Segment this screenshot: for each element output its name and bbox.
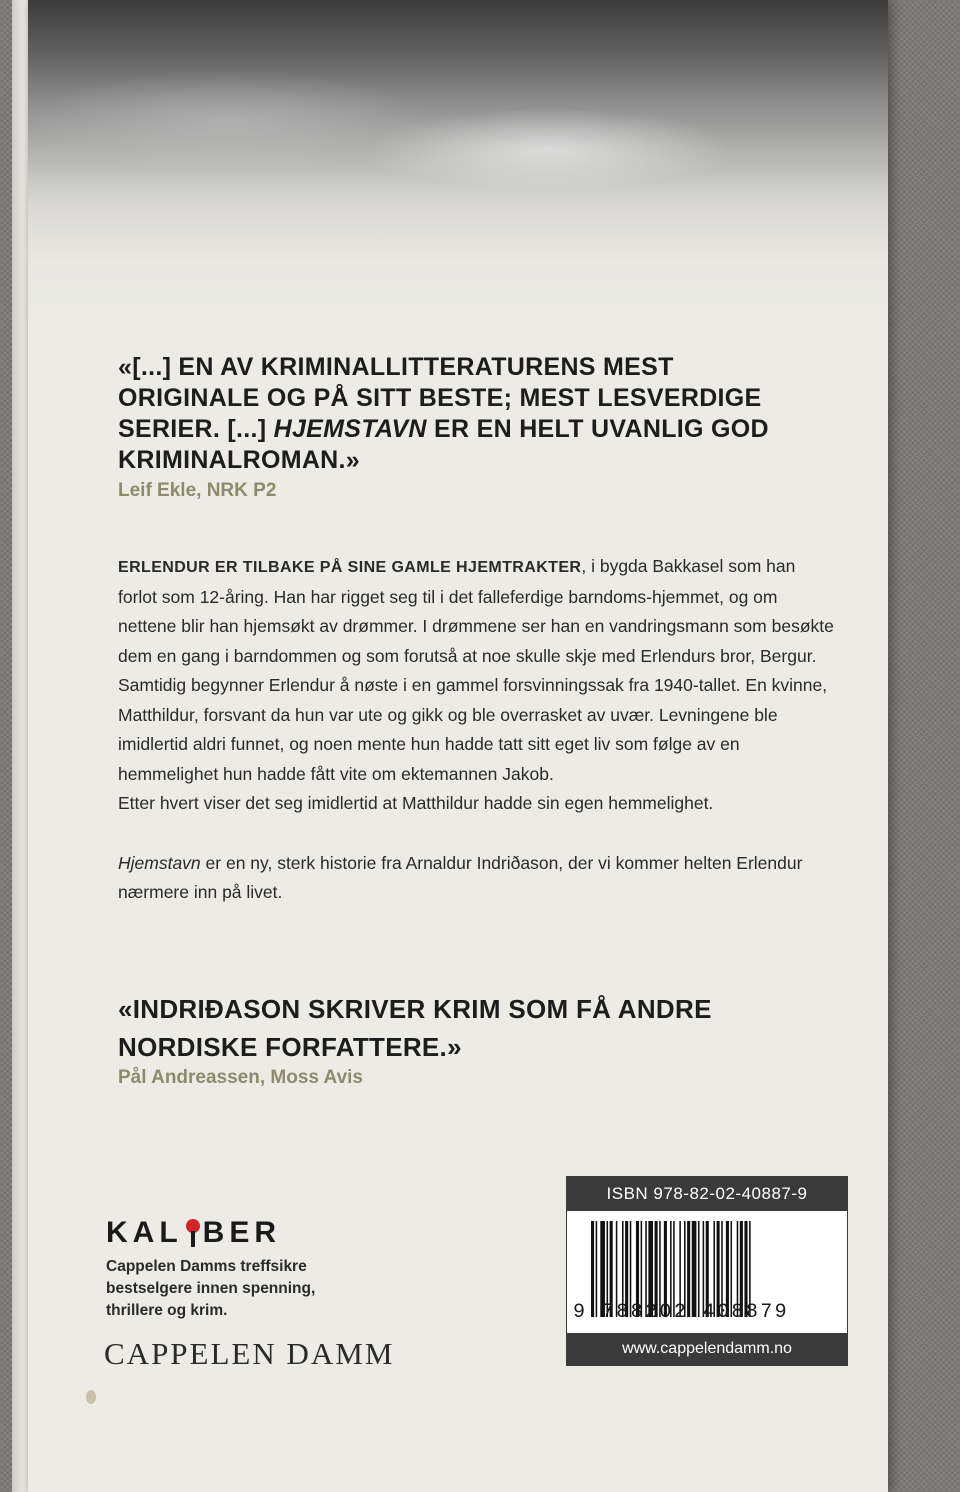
cover-sky-photo (28, 0, 888, 330)
blurb-lead: ERLENDUR ER TILBAKE PÅ SINE GAMLE HJEMTRAKTER (118, 559, 582, 576)
review-quote-1 (118, 352, 818, 476)
quote-1-text-start: «[...] EN AV KRIMINALLITTERATURENS MEST ORIGINALE OG PÅ SITT BESTE; MEST LESVERDIGE SERIER. [...] (118, 353, 762, 443)
blurb-paragraph-1c: Etter hvert viser det seg imidlertid at Matthildur hadde sin egen hemmelighet. (118, 793, 714, 813)
isbn-label: ISBN 978-82-02-40887-9 (567, 1177, 847, 1211)
publisher-logo: CAPPELEN DAMM (104, 1336, 395, 1371)
blurb-paragraph-1b: Samtidig begynner Erlendur å nøste i en gammel forsvinningssak fra 1940-tallet. En kvinne, Matthildur, forsvant da hun var ute og gikk og ble overrasket av uvær. Levningene ble imidlertid aldri funnet, og noen mente hun hadde tatt sitt eget liv som følge av en hemmelighet hun hadde fått vite om ektemannen Jakob. (118, 675, 828, 784)
quote-1-text-end: ER EN HELT UVANLIG GOD KRIMINALROMAN.» (118, 415, 769, 474)
blurb-paragraph-1 (118, 552, 838, 671)
kaliber-imprint (106, 1216, 336, 1322)
barcode-digits: 9 788202 408879 (573, 1301, 790, 1324)
barcode-box (566, 1176, 848, 1366)
kaliber-logo-right: BER (202, 1216, 281, 1249)
blurb-paragraph-2 (118, 849, 838, 908)
cover-stain (86, 1390, 96, 1404)
quote-1-attribution: Leif Ekle, NRK P2 (118, 480, 277, 501)
kaliber-tagline: Cappelen Damms treffsikre bestselgere innen spenning, thrillere og krim. (106, 1258, 316, 1319)
blurb-paragraph-1-rest: , i bygda Bakkasel som han forlot som 12-åring. Han har rigget seg til i det falleferdige barndoms-hjemmet, og om nettene blir han hjemsøkt av drømmer. I drømmene ser han en vandringsmann som besøkte dem en gang i barndommen og som forutså at noe skulle skje med Erlendurs bror, Bergur. (118, 556, 834, 666)
blurb-paragraph-2-title: Hjemstavn (118, 852, 201, 873)
kaliber-logo-left: KAL (106, 1216, 183, 1249)
quote-2-attribution: Pål Andreassen, Moss Avis (118, 1067, 363, 1088)
blurb-paragraph-2-rest: er en ny, sterk historie fra Arnaldur Indriðason, der vi kommer helten Erlendur nærmere inn på livet. (118, 852, 803, 902)
quote-1-title: HJEMSTAVN (273, 415, 427, 443)
kaliber-pin-icon (185, 1219, 201, 1247)
book-back-cover (28, 0, 888, 1492)
publisher-website: www.cappelendamm.no (567, 1333, 847, 1365)
review-quote-2: «INDRIÐASON SKRIVER KRIM SOM FÅ ANDRE NORDISKE FORFATTERE.» (118, 994, 712, 1062)
kaliber-logo (106, 1216, 336, 1250)
book-blurb (118, 552, 838, 908)
